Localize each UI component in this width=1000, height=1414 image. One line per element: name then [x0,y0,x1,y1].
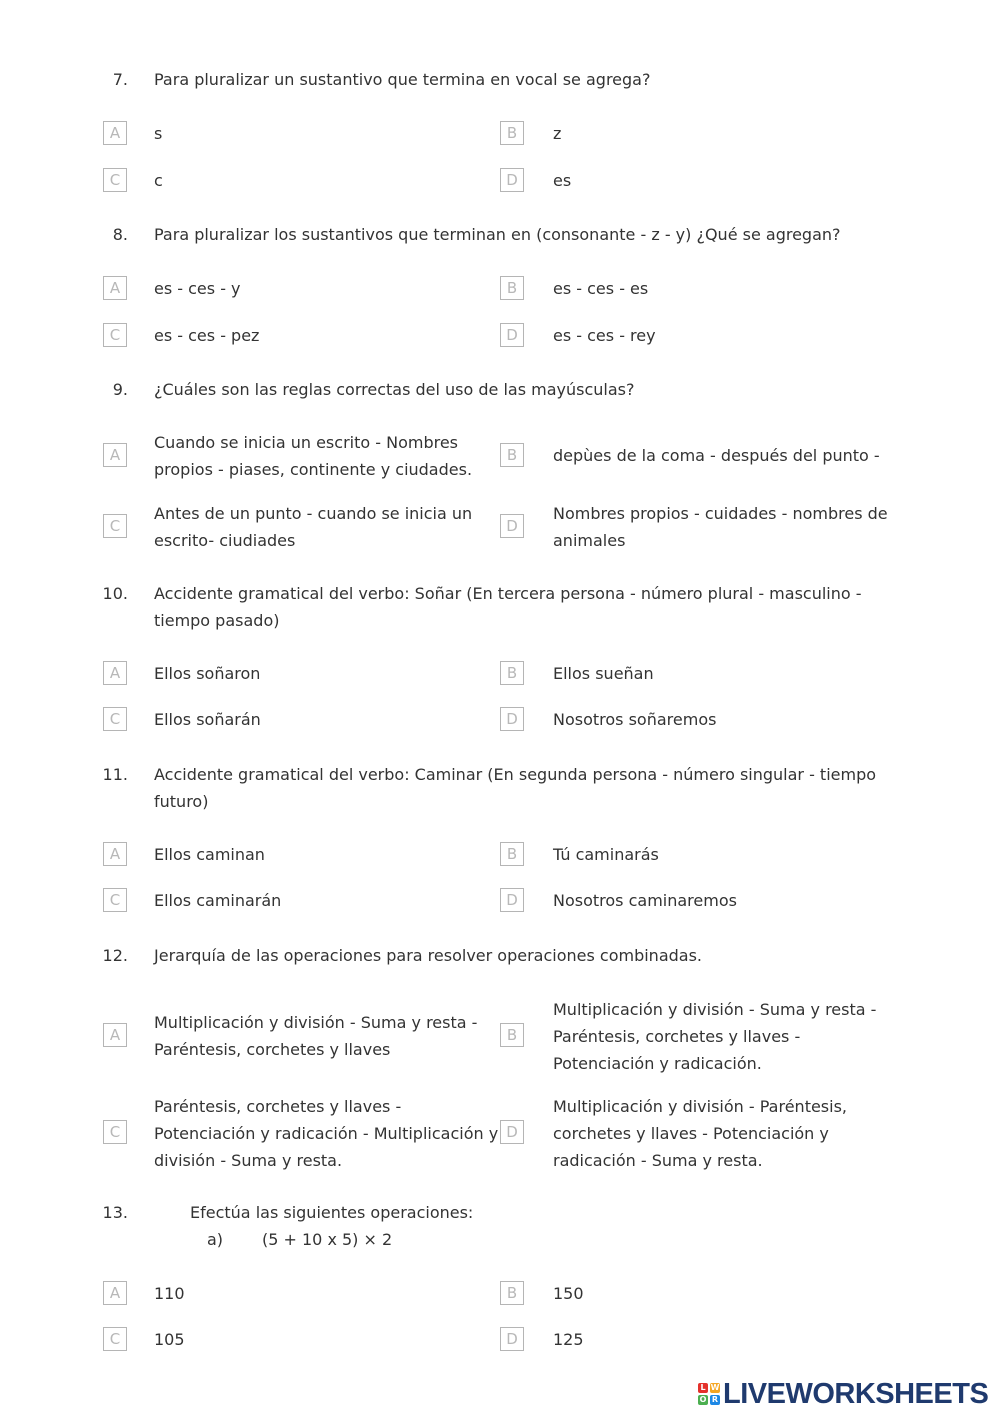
option-a-text: es - ces - y [154,279,241,298]
question-text: Para pluralizar los sustantivos que terminan en (consonante - z - y) ¿Qué se agregan? [154,225,841,244]
question-number: 10. [102,584,128,603]
question-text: Efectúa las siguientes operaciones: [190,1203,474,1222]
option-c-checkbox[interactable]: C [103,168,127,192]
option-b-checkbox[interactable]: B [500,1023,524,1047]
question-number: 7. [112,70,128,89]
option-c-checkbox[interactable]: C [103,323,127,347]
option-c-text: Ellos soñarán [154,710,261,729]
logo-mark-r: R [711,1395,719,1404]
option-d-checkbox[interactable]: D [500,323,524,347]
option-d-checkbox[interactable]: D [500,707,524,731]
option-a-checkbox[interactable]: A [103,661,127,685]
question-text: ¿Cuáles son las reglas correctas del uso de las mayúsculas? [154,380,635,399]
option-a-text: s [154,124,163,143]
option-c-text: es - ces - pez [154,326,260,345]
option-c-checkbox[interactable]: C [103,1120,127,1144]
option-a-checkbox[interactable]: A [103,121,127,145]
option-d-checkbox[interactable]: D [500,1327,524,1351]
option-b-text: Ellos sueñan [553,664,654,683]
question-number: 8. [112,225,128,244]
option-a-checkbox[interactable]: A [103,276,127,300]
question-text: Accidente gramatical del verbo: Soñar (En tercera persona - número plural - masculino - tiempo pasado) [154,584,862,630]
question-number: 12. [102,946,128,965]
option-d-text: es [553,171,572,190]
option-a-text: 110 [154,1284,185,1303]
option-a-checkbox[interactable]: A [103,443,127,467]
question-number: 11. [102,765,128,784]
option-c-checkbox[interactable]: C [103,514,127,538]
option-d-text: Multiplicación y división - Paréntesis, corchetes y llaves - Potenciación y radicación - Suma y resta. [553,1097,848,1170]
option-a-checkbox[interactable]: A [103,1281,127,1305]
option-a-checkbox[interactable]: A [103,842,127,866]
option-c-text: c [154,171,163,190]
option-b-checkbox[interactable]: B [500,842,524,866]
option-c-checkbox[interactable]: C [103,1327,127,1351]
option-b-text: Tú caminarás [553,845,659,864]
option-a-text: Ellos soñaron [154,664,261,683]
option-b-checkbox[interactable]: B [500,443,524,467]
option-a-text: Ellos caminan [154,845,265,864]
option-b-text: Multiplicación y división - Suma y resta - Paréntesis, corchetes y llaves - Potenciación y radicación. [553,1000,877,1073]
option-b-checkbox[interactable]: B [500,121,524,145]
option-c-text: Ellos caminarán [154,891,282,910]
option-c-checkbox[interactable]: C [103,707,127,731]
option-b-text: 150 [553,1284,584,1303]
option-d-text: Nombres propios - cuidades - nombres de animales [553,504,888,550]
option-d-text: es - ces - rey [553,326,656,345]
option-a-text: Multiplicación y división - Suma y resta - Paréntesis, corchetes y llaves [154,1013,478,1059]
option-d-checkbox[interactable]: D [500,514,524,538]
option-d-checkbox[interactable]: D [500,1120,524,1144]
option-c-checkbox[interactable]: C [103,888,127,912]
logo-mark-o: O [699,1395,707,1404]
option-a-checkbox[interactable]: A [103,1023,127,1047]
logo-text: LIVEWORKSHEETS [723,1377,989,1410]
sub-item-expression: (5 + 10 x 5) × 2 [262,1230,393,1249]
option-c-text: Paréntesis, corchetes y llaves - Potenciación y radicación - Multiplicación y división - Suma y resta. [154,1097,499,1170]
option-b-text: depùes de la coma - después del punto - [553,446,880,465]
option-a-text: Cuando se inicia un escrito - Nombres propios - piases, continente y ciudades. [154,433,473,479]
option-d-text: 125 [553,1330,584,1349]
option-d-text: Nosotros soñaremos [553,710,717,729]
option-b-text: z [553,124,562,143]
liveworksheets-logo [698,1376,988,1412]
option-c-text: 105 [154,1330,185,1349]
logo-mark-icon [698,1383,720,1405]
question-text: Jerarquía de las operaciones para resolver operaciones combinadas. [154,946,702,965]
option-d-text: Nosotros caminaremos [553,891,737,910]
option-d-checkbox[interactable]: D [500,168,524,192]
option-c-text: Antes de un punto - cuando se inicia un escrito- ciudiades [154,504,473,550]
question-number: 13. [102,1203,128,1222]
question-text: Accidente gramatical del verbo: Caminar (En segunda persona - número singular - tiempo futuro) [154,765,877,811]
question-number: 9. [112,380,128,399]
option-b-checkbox[interactable]: B [500,1281,524,1305]
option-d-checkbox[interactable]: D [500,888,524,912]
logo-mark-w: W [710,1383,720,1392]
option-b-checkbox[interactable]: B [500,661,524,685]
logo-mark-l: L [698,1383,708,1393]
option-b-checkbox[interactable]: B [500,276,524,300]
sub-item-label: a) [207,1230,224,1249]
option-b-text: es - ces - es [553,279,649,298]
question-text: Para pluralizar un sustantivo que termina en vocal se agrega? [154,70,651,89]
